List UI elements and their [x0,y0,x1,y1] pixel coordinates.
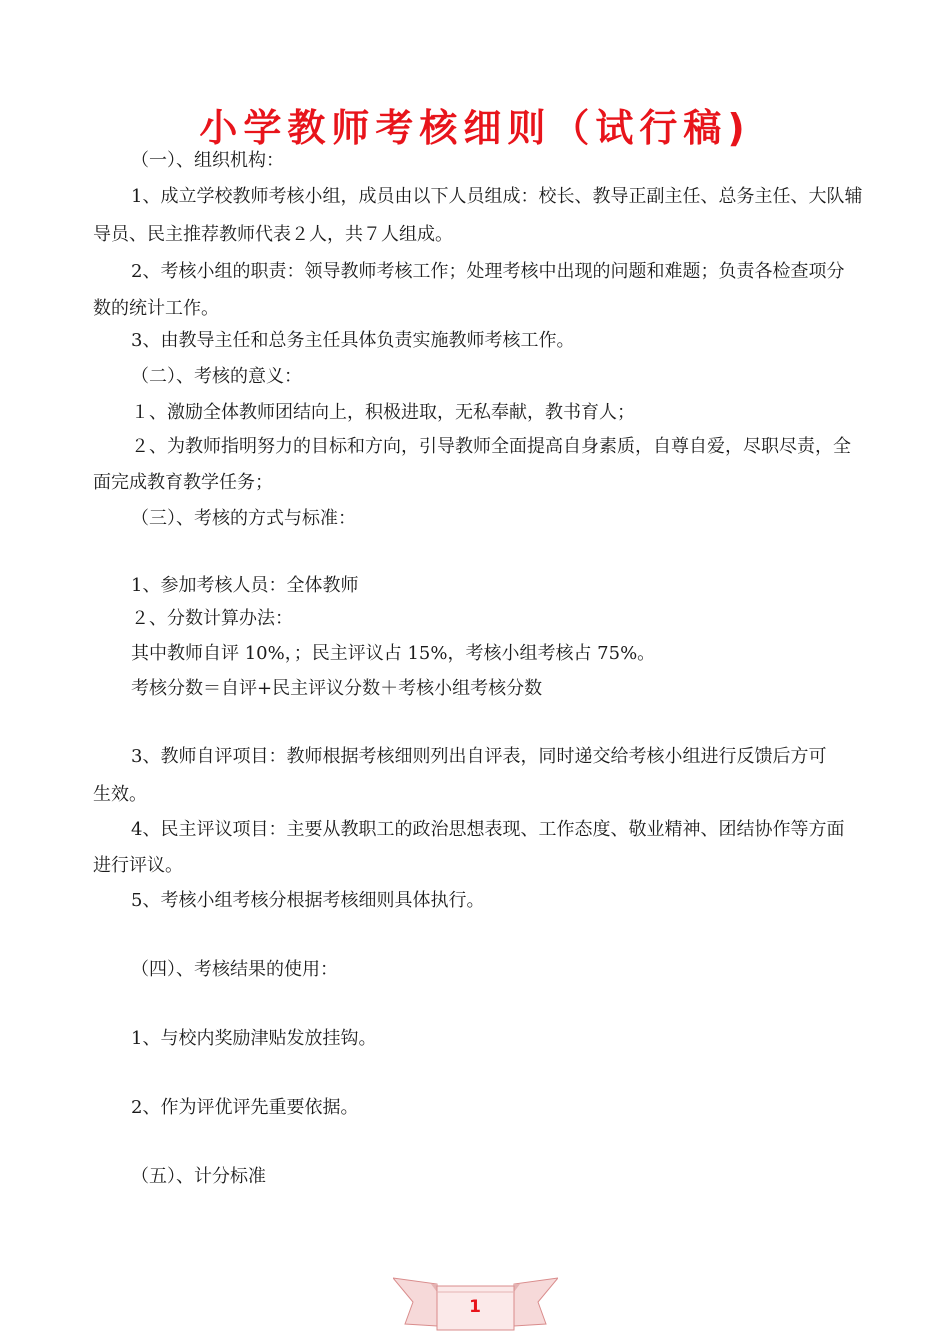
paragraph-line: １、激励全体教师团结向上，积极进取，无私奉献，教书育人； [131,402,635,423]
paragraph-line: 其中教师自评 10%，；民主评议占 15%，考核小组考核占 75%。 [131,643,656,664]
paragraph-line: 2、作为评优评先重要依据。 [131,1097,359,1118]
paragraph-line: 考核分数＝自评+民主评议分数＋考核小组考核分数 [131,678,543,699]
section-heading-1: （一）、组织机构： [131,150,284,171]
paragraph-line: 1、与校内奖励津贴发放挂钩。 [131,1028,377,1049]
paragraph-line: 5、考核小组考核分根据考核细则具体执行。 [131,890,485,911]
page-title: 小学教师考核细则（试行稿) [199,106,751,150]
paragraph-line: 导员、民主推荐教师代表２人，共７人组成。 [93,224,453,245]
paragraph-line: ２、分数计算办法： [131,608,293,629]
section-heading-3: （三）、考核的方式与标准： [131,508,356,529]
paragraph-line: 1、成立学校教师考核小组，成员由以下人员组成：校长、教导正副主任、总务主任、大队辅 [131,186,863,207]
section-heading-5: （五）、计分标准 [131,1166,266,1187]
paragraph-line: 3、教师自评项目：教师根据考核细则列出自评表，同时递交给考核小组进行反馈后方可 [131,746,827,767]
paragraph-line: 数的统计工作。 [93,298,219,319]
section-heading-2: （二）、考核的意义： [131,366,302,387]
paragraph-line: 2、考核小组的职责：领导教师考核工作；处理考核中出现的问题和难题；负责各检查项分 [131,261,845,282]
paragraph-line: 1、参加考核人员：全体教师 [131,575,359,596]
paragraph-line: 生效。 [93,784,147,805]
page-number: 1 [469,1297,481,1317]
paragraph-line: 进行评议。 [93,855,183,876]
paragraph-line: 面完成教育教学任务； [93,472,273,493]
section-heading-4: （四）、考核结果的使用： [131,959,338,980]
paragraph-line: 3、由教导主任和总务主任具体负责实施教师考核工作。 [131,330,575,351]
paragraph-line: ２、为教师指明努力的目标和方向，引导教师全面提高自身素质，自尊自爱，尽职尽责，全 [131,436,851,457]
paragraph-line: 4、民主评议项目：主要从教职工的政治思想表现、工作态度、敬业精神、团结协作等方面 [131,819,845,840]
